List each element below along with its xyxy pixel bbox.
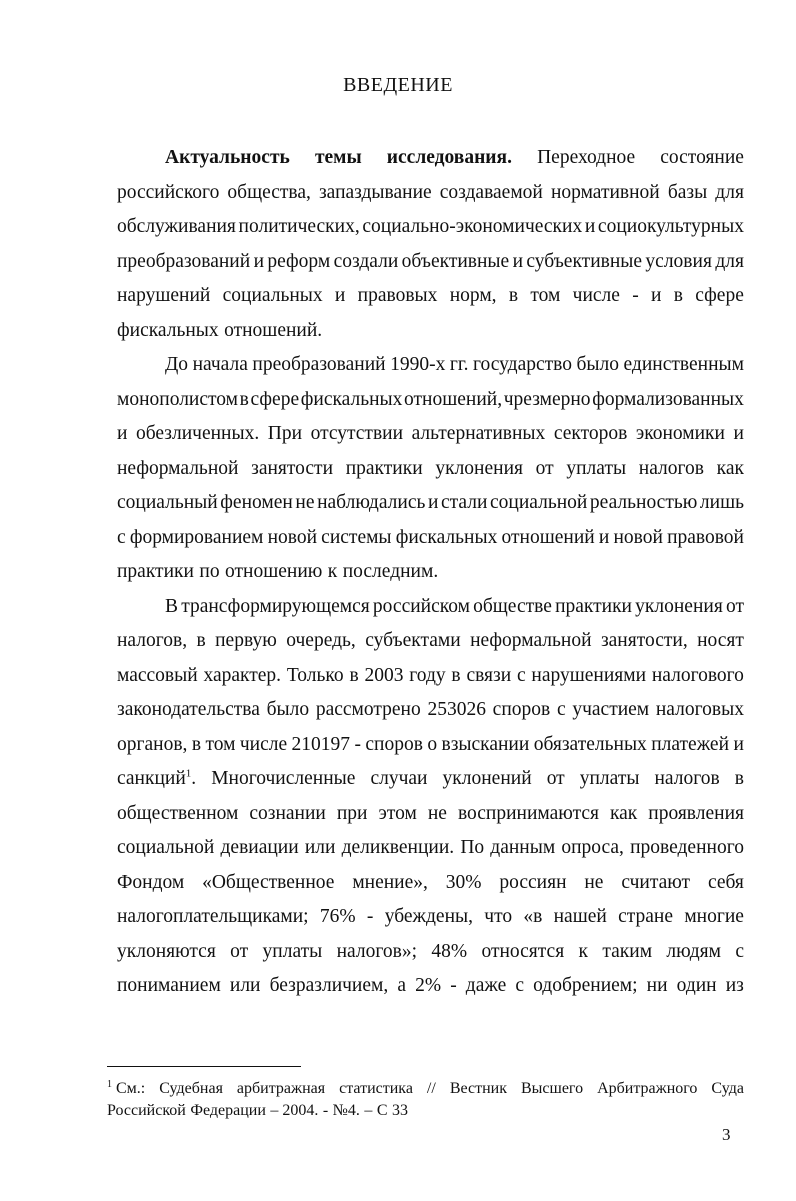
word: фискальных [117,319,219,341]
word: ни [646,975,668,996]
word: По [460,837,485,858]
word: С [376,1102,388,1119]
word: уплаты [262,940,323,962]
text-line [117,141,744,176]
word: в [734,768,744,789]
word: 2% [415,975,442,996]
word: как [716,457,744,479]
word: наблюдались [317,492,426,513]
word: формированием [129,526,264,548]
word: альтернативных [411,423,546,444]
word: российского [117,181,220,203]
word: фискальных [300,388,403,410]
word: темы [314,147,362,168]
word: и [253,250,264,272]
word: случаи [370,768,428,789]
word: экономики [635,423,725,444]
text-line [117,279,744,314]
word: преобразований [252,354,386,375]
word: споров [365,733,423,755]
word: налоговых [655,699,744,720]
word: состояние [660,147,744,168]
word: споров [492,699,551,720]
word: отношений. [224,319,323,341]
word: социокультурных [597,216,744,237]
word: было [576,354,620,375]
word: с [735,940,744,962]
word: налогов»; [336,940,417,962]
word: для [715,181,744,203]
word: один [676,975,717,996]
word: Только [286,664,344,686]
text-line [117,417,744,452]
word: чрезмерно [503,388,591,410]
text-line [117,900,744,935]
word: мнение», [352,871,428,893]
word: Федерации [190,1102,266,1119]
word: общества, [227,181,311,203]
word: 2003 [364,664,404,686]
word: налогов [654,768,720,789]
footnote-line [107,1100,744,1122]
text-line [117,555,744,590]
word: 76% [319,906,356,927]
word: 48% [431,940,468,962]
word: не [584,871,604,893]
word: налогов [638,457,704,479]
page-number: 3 [722,1125,731,1144]
word: пониманием [117,975,221,996]
word: монополистом [117,388,239,410]
word: от [535,457,554,479]
word: новой [267,526,318,548]
word: базы [667,181,708,203]
word: или [229,975,261,996]
word: нормативной [550,181,660,203]
word: // [426,1080,436,1097]
word: сфере [250,388,300,410]
word: по [199,561,220,582]
text-line [117,176,744,211]
text-line [117,797,744,832]
text-line [117,866,744,901]
word: в [508,285,519,306]
text-line [117,762,744,797]
word: социальной [117,837,215,858]
word: для [715,250,744,272]
word: девиации [220,837,299,858]
word: - [354,733,361,755]
word: правовых [357,285,438,306]
word: в [451,664,461,686]
text-line [117,728,744,763]
word: Актуальность [165,147,290,168]
word: фискальных [395,526,498,548]
word: субъективные [526,250,643,272]
word: том [205,733,236,755]
word: социальной [489,492,588,513]
footnote-reference[interactable]: 1 [185,767,192,780]
word: трансформирующемся [181,595,370,617]
word: этом [378,802,417,824]
word: числе [572,285,620,306]
word: взыскании [441,733,530,755]
word: – [364,1102,373,1119]
word: или [304,837,336,858]
word: сознании [249,802,326,824]
word: 30% [445,871,482,893]
word: в [196,630,206,651]
word: общественном [117,802,239,824]
word: с [515,975,524,996]
word: практики [345,457,423,479]
word: в [239,388,249,410]
word: с [556,699,566,720]
word: новой [613,526,663,548]
word: от [230,940,249,962]
word: к [327,561,338,582]
word: в [191,733,202,755]
word: деликвенции. [341,837,455,858]
text-line [117,590,744,625]
text-line [117,935,744,970]
word: системы [321,526,392,548]
word: социально-экономических [362,216,583,237]
word: и [512,250,523,272]
word: – 2004. [270,1102,319,1119]
word: исследования. [386,147,512,168]
word: «в [523,906,543,927]
page-title: ВВЕДЕНИЕ [343,74,453,96]
word: Арбитражного [597,1080,698,1097]
word: обществе [473,595,552,617]
word: лишь [699,492,744,513]
word: 1990-х [390,354,446,375]
word: и [733,423,744,444]
word: рассмотрено [315,699,421,720]
word: нарушениями [531,664,647,686]
word: государство [473,354,572,375]
text-line [117,521,744,556]
word: как [609,802,638,824]
word: создаваемой [439,181,543,203]
word: неформальной [470,630,592,651]
word: субъектами [365,630,461,651]
word: о [427,733,438,755]
word: налогового [651,664,744,686]
word: обслуживания [117,216,236,237]
word: начала [192,354,248,375]
word: и [334,285,346,306]
word: от [546,768,565,789]
word: 253026 [427,699,486,720]
word: уклонений [442,768,532,789]
word: и [733,733,744,755]
word: многие [684,906,744,927]
word: феномен [220,492,293,513]
word: том [530,285,561,306]
word: себя [707,871,744,893]
text-line [117,210,744,245]
word: реформ [267,250,331,272]
footnote-first-word [107,1078,145,1100]
word: и [117,423,128,444]
word: преобразований [117,250,251,272]
word: статистика [339,1080,413,1097]
word: связи [466,664,512,686]
word: практики [555,595,632,617]
footnote [107,1078,744,1122]
word: опроса, [561,837,624,858]
word: - [322,1102,329,1119]
word: социальный [117,492,218,513]
word: условия [645,250,712,272]
word: отношений [501,526,595,548]
word: арбитражная [236,1080,326,1097]
text-line [117,452,744,487]
word: стали [440,492,488,513]
word: В [165,595,179,617]
word: формализованных [592,388,744,410]
word: уклоняются [117,940,216,962]
word: запаздывание [318,181,432,203]
word: политических, [238,216,360,237]
word: и [598,526,610,548]
word: При [267,423,303,444]
word: обезличенных. [135,423,260,444]
word: россиян [499,871,567,893]
body-text [117,141,744,1004]
word: таким [602,940,653,962]
word: норм, [449,285,497,306]
word: Судебная [159,1080,223,1097]
word: - [366,906,374,927]
word: из [725,975,744,996]
word: №4. [332,1102,360,1119]
word: первую [215,630,277,651]
text-line [117,693,744,728]
word: Переходное [537,147,636,168]
word: безразличием, [269,975,389,996]
word: отношений, [404,388,503,410]
word: гг. [449,354,469,375]
word: было [266,699,310,720]
word: и [584,216,596,237]
text-line [117,624,744,659]
word: отношению [225,561,323,582]
word: от [725,595,744,617]
word: убеждены, [384,906,473,927]
word: 210197 [291,733,351,755]
word: налогоплательщиками; [117,906,309,927]
word: - [632,285,639,306]
word: в [673,285,683,306]
word: с [516,664,526,686]
word: в [349,664,359,686]
text-line [117,831,744,866]
word: См.: [116,1080,146,1097]
word: Фондом [117,871,185,893]
word: считают [621,871,691,893]
word: уклонения [635,595,723,617]
word: году [409,664,446,686]
text-line [117,659,744,694]
word: неформальной [117,457,239,479]
word: числе [239,733,288,755]
word: единственным [623,354,744,375]
word: санкций [117,768,186,789]
word: - [450,975,457,996]
punctuation: . [191,768,197,789]
word: проведенного [630,837,744,858]
word: Суда [711,1080,744,1097]
word: с [117,526,126,548]
word: данным [490,837,556,858]
word: органов, [117,733,188,755]
word: практики [117,561,194,582]
text-line [117,245,744,280]
word: Многочисленные [211,768,356,789]
text-line [117,969,744,1004]
footnote-line [107,1078,744,1100]
word: характер. [203,664,282,686]
word: и [427,492,439,513]
word: 33 [391,1102,408,1119]
word: реальностью [589,492,698,513]
word: нарушений [117,285,211,306]
word: Высшего [520,1080,584,1097]
word: проявления [648,802,744,824]
word: а [397,975,406,996]
word: создали [333,250,399,272]
footnote-divider [107,1066,301,1067]
word: социальных [222,285,323,306]
word: сфере [695,285,744,306]
word: даже [465,975,507,996]
word: законодательства [117,699,260,720]
word: правовой [667,526,744,548]
word: объективные [401,250,510,272]
word-with-footnote-ref [117,762,196,797]
word: отсутствии [310,423,404,444]
word: не [427,802,447,824]
word: налогов, [117,630,188,651]
text-line [117,383,744,418]
word: нашей [553,906,607,927]
word: массовый [117,664,198,686]
text-line [117,348,744,383]
word: обязательных [533,733,647,755]
word: секторов [553,423,628,444]
word: Российской [107,1102,186,1119]
word: российском [372,595,470,617]
word: занятости, [600,630,688,651]
word: людям [666,940,721,962]
word: До [165,354,189,375]
word: занятости [251,457,334,479]
word: к [578,940,589,962]
text-line [117,314,744,349]
word: носят [697,630,744,651]
word: при [336,802,368,824]
word: уплаты [579,768,640,789]
footnote-marker: 1 [107,1079,112,1090]
text-line [117,486,744,521]
word: воспринимаются [457,802,599,824]
word: платежей [651,733,730,755]
word: Вестник [449,1080,507,1097]
word: одобрением; [533,975,638,996]
word: последним. [342,561,439,582]
word: участием [572,699,650,720]
word: стране [618,906,674,927]
word: и [651,285,662,306]
word: не [295,492,315,513]
word: уплаты [566,457,627,479]
word: «Общественное [202,871,335,893]
word: очередь, [286,630,356,651]
word: что [484,906,513,927]
word: относятся [481,940,565,962]
word: уклонения [435,457,523,479]
